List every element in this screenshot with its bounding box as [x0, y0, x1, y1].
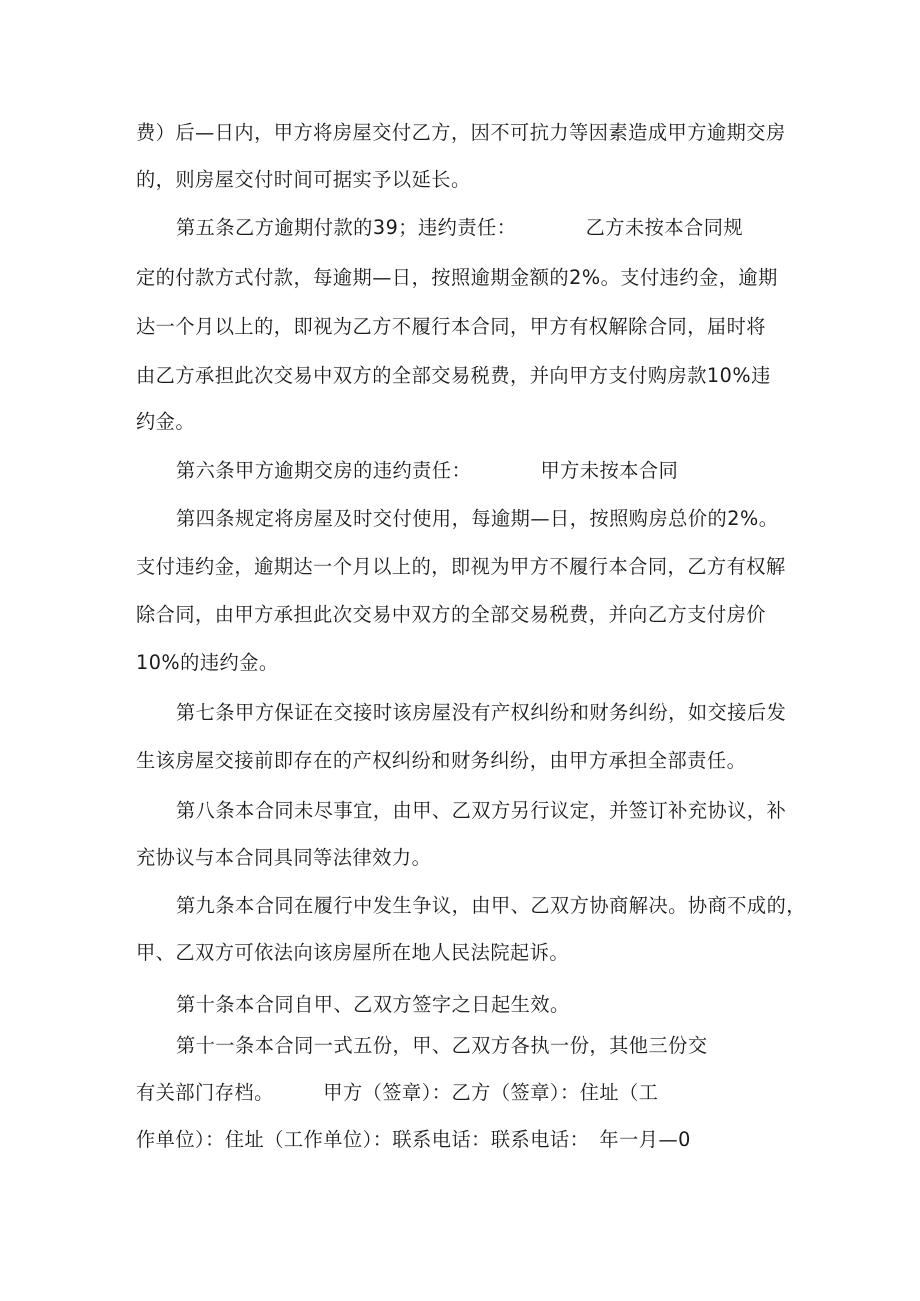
- clause-6-heading: 第六条甲方逾期交房的违约责任： 甲方未按本合同: [176, 459, 679, 482]
- text-line: 充协议与本合同具同等法律效力。: [136, 846, 432, 869]
- clause-8: 第八条本合同未尽事宜，由甲、乙双方另行议定，并签订补充协议，补: [176, 799, 787, 822]
- text-line: 费）后—日内，甲方将房屋交付乙方，因不可抗力等因素造成甲方逾期交房: [136, 121, 786, 144]
- text-line: 由乙方承担此次交易中双方的全部交易税费，并向甲方支付购房款10%违: [136, 364, 771, 387]
- signature-line: 有关部门存档。 甲方（签章）：乙方（签章）：住址（工: [136, 1081, 659, 1104]
- clause-7: 第七条甲方保证在交接时该房屋没有产权纠纷和财务纠纷，如交接后发: [176, 701, 787, 724]
- text-line: 约金。: [136, 410, 196, 433]
- text-line: 甲、乙双方可依法向该房屋所在地人民法院起诉。: [136, 941, 570, 964]
- clause-9: 第九条本合同在履行中发生争议，由甲、乙双方协商解决。协商不成的，: [176, 894, 806, 917]
- clause-5-heading: 第五条乙方逾期付款的39；违约责任： 乙方未按本合同规: [176, 216, 744, 239]
- text-line: 生该房屋交接前即存在的产权纠纷和财务纠纷，由甲方承担全部责任。: [136, 749, 747, 772]
- text-line: 除合同，由甲方承担此次交易中双方的全部交易税费，并向乙方支付房价: [136, 603, 766, 626]
- text-line: 达一个月以上的，即视为乙方不履行本合同，甲方有权解除合同，届时将: [136, 315, 766, 338]
- text-line: 支付违约金，逾期达一个月以上的，即视为甲方不履行本合同，乙方有权解: [136, 555, 786, 578]
- text-line: 10%的违约金。: [136, 651, 279, 674]
- signature-line: 作单位）：住址（工作单位）：联系电话：联系电话： 年一月—0: [136, 1128, 691, 1151]
- clause-10: 第十条本合同自甲、乙双方签字之日起生效。: [176, 993, 570, 1016]
- text-line: 第四条规定将房屋及时交付使用，每逾期—日，按照购房总价的2%。: [176, 507, 779, 530]
- clause-11: 第十一条本合同一式五份，甲、乙双方各执一份，其他三份交: [176, 1034, 708, 1057]
- text-line: 定的付款方式付款，每逾期—日，按照逾期金额的2%。支付违约金，逾期: [136, 266, 778, 289]
- text-line: 的，则房屋交付时间可据实予以延长。: [136, 168, 471, 191]
